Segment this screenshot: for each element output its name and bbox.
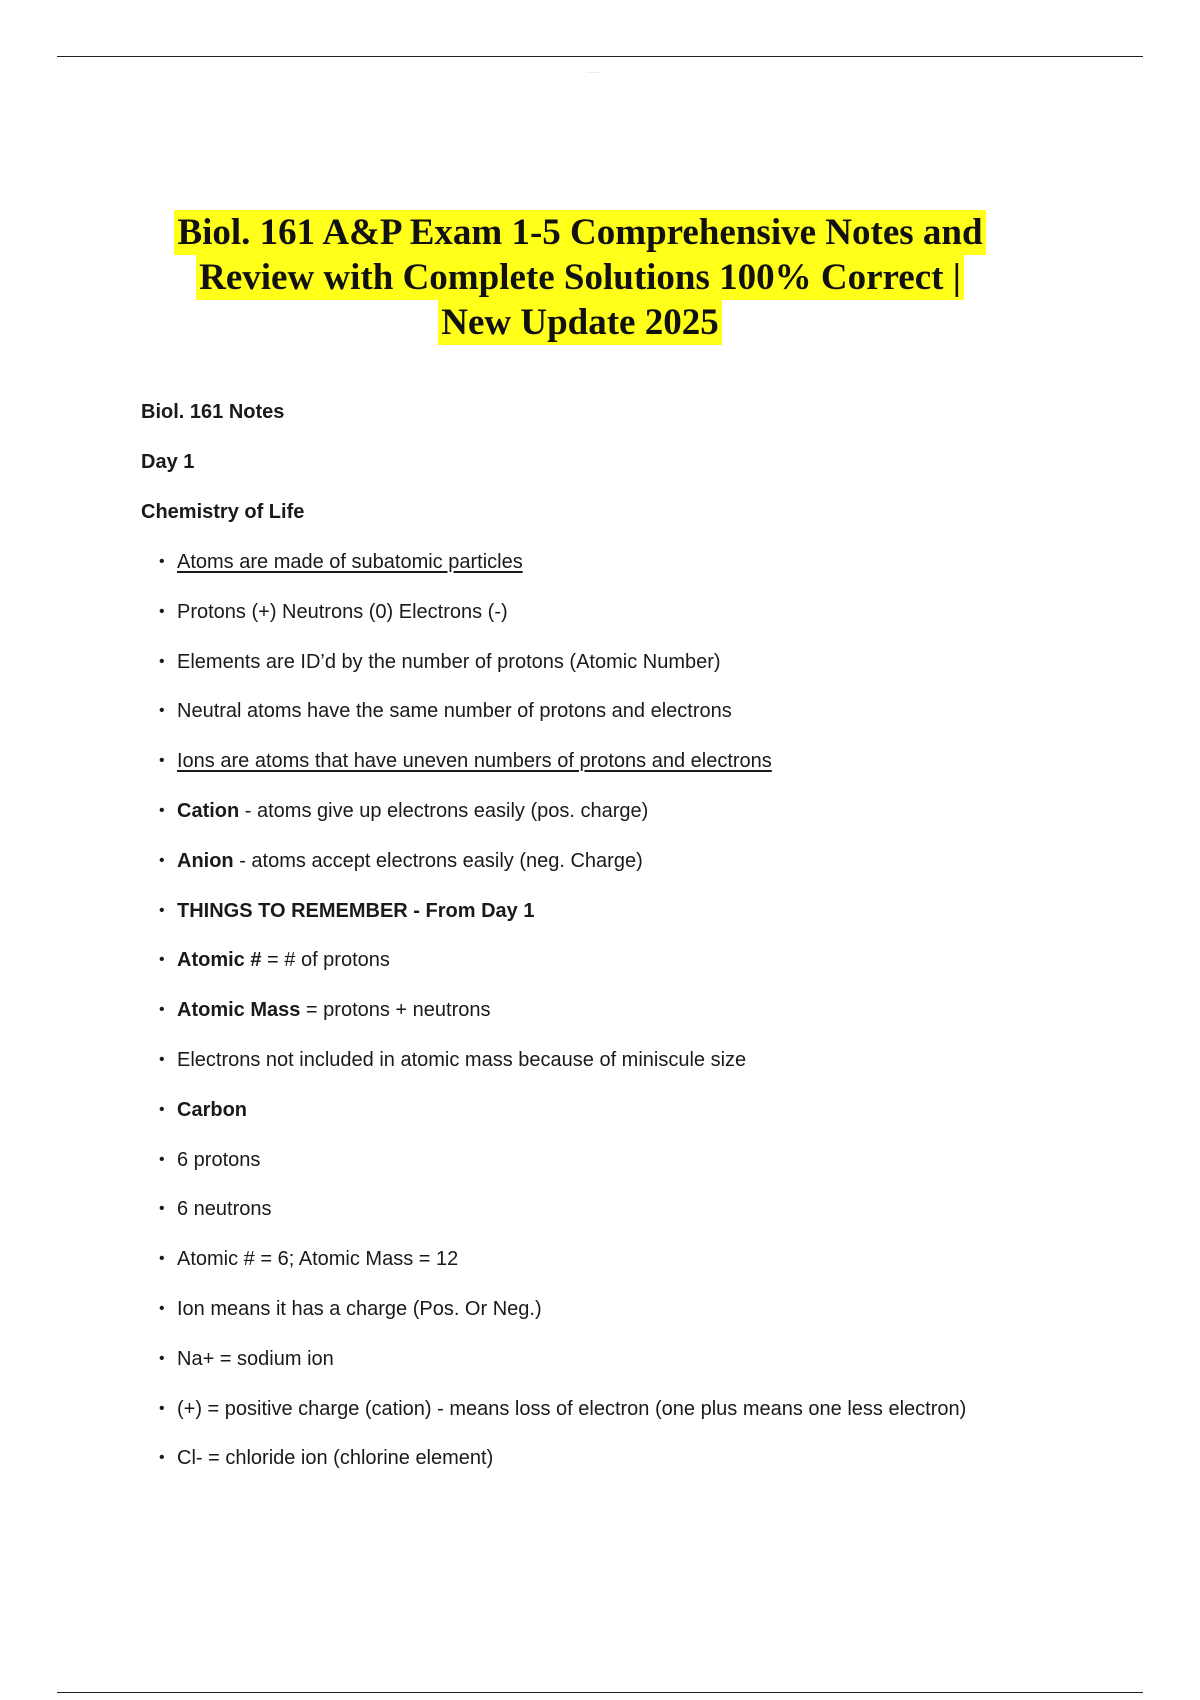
document-title — [100, 210, 1060, 345]
list-item — [141, 1346, 1101, 1396]
notes-body — [141, 399, 1101, 1495]
title-line-1: Biol. 161 A&P Exam 1-5 Comprehensive Notes and — [174, 210, 985, 255]
notes-heading: Biol. 161 Notes — [141, 401, 285, 423]
title-line-2: Review with Complete Solutions 100% Correct | — [196, 255, 964, 300]
list-item — [141, 549, 1101, 599]
list-item — [141, 947, 1101, 997]
bullet-text: Electrons not included in atomic mass because of miniscule size — [177, 1048, 747, 1071]
bullet-text: Ions are atoms that have uneven numbers of protons and electrons — [177, 750, 772, 773]
footer-rule — [57, 1692, 1143, 1693]
term-label: Anion — [177, 849, 234, 872]
bullet-text: Elements are ID’d by the number of protons (Atomic Number) — [177, 650, 721, 673]
list-item — [141, 1246, 1101, 1296]
list-item — [141, 1445, 1101, 1495]
list-item — [141, 848, 1101, 898]
term-label: Atomic Mass — [177, 999, 301, 1022]
bullet-text: Neutral atoms have the same number of protons and electrons — [177, 700, 732, 723]
list-item — [141, 649, 1101, 699]
bullet-text: 6 protons — [177, 1148, 261, 1171]
list-item — [141, 997, 1101, 1047]
list-item — [141, 1296, 1101, 1346]
bullet-text: Protons (+) Neutrons (0) Electrons (-) — [177, 600, 508, 623]
bullet-text: (+) = positive charge (cation) - means loss of electron (one plus means one less electron) — [177, 1397, 967, 1420]
bullet-list — [141, 549, 1101, 1495]
list-item — [141, 1047, 1101, 1097]
term-label: Atomic # — [177, 949, 262, 972]
bullet-text: = # of protons — [261, 949, 390, 972]
term-label: THINGS TO REMEMBER - From Day 1 — [177, 899, 535, 922]
title-line-3: New Update 2025 — [438, 300, 721, 345]
list-item — [141, 748, 1101, 798]
list-item — [141, 599, 1101, 649]
bullet-text: - atoms accept electrons easily (neg. Charge) — [233, 849, 643, 872]
list-item — [141, 1147, 1101, 1197]
bullet-text: Atomic # = 6; Atomic Mass = 12 — [177, 1248, 459, 1271]
list-item — [141, 798, 1101, 848]
term-label: Cation — [177, 799, 240, 822]
bullet-text: Ion means it has a charge (Pos. Or Neg.) — [177, 1297, 542, 1320]
day-heading: Day 1 — [141, 451, 195, 473]
bullet-text: - atoms give up electrons easily (pos. charge) — [239, 799, 649, 822]
bullet-text: Na+ = sodium ion — [177, 1347, 334, 1370]
term-label: Carbon — [177, 1098, 247, 1121]
bullet-text: 6 neutrons — [177, 1198, 272, 1221]
bullet-text: = protons + neutrons — [300, 999, 491, 1022]
list-item — [141, 898, 1101, 948]
list-item — [141, 1396, 1101, 1446]
bullet-text: Atoms are made of subatomic particles — [177, 551, 523, 573]
bullet-text: Cl- = chloride ion (chlorine element) — [177, 1447, 494, 1470]
header-rule — [57, 56, 1143, 57]
list-item — [141, 1097, 1101, 1147]
list-item — [141, 698, 1101, 748]
list-item — [141, 1196, 1101, 1246]
section-heading: Chemistry of Life — [141, 501, 305, 523]
header-mark: ······· — [586, 70, 602, 76]
